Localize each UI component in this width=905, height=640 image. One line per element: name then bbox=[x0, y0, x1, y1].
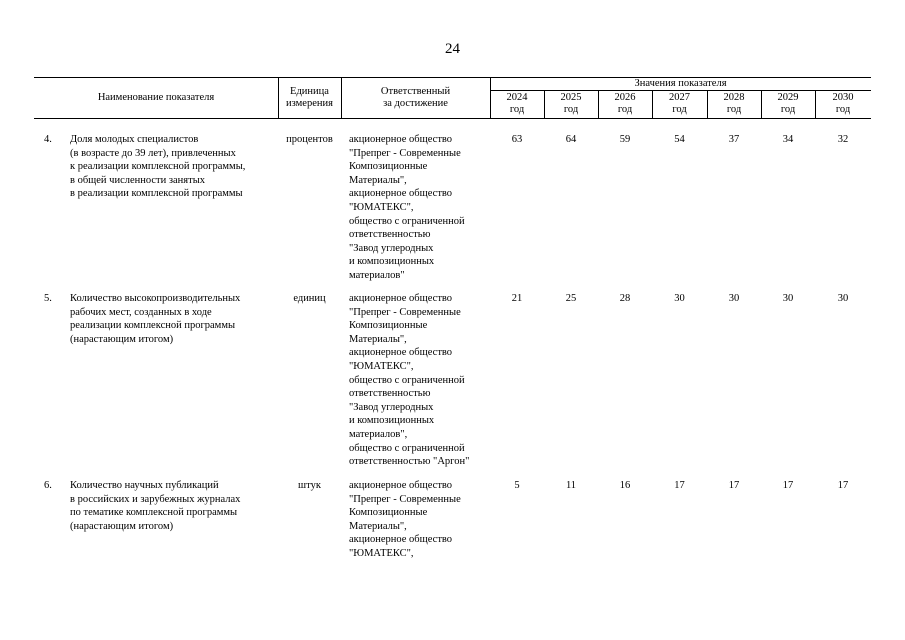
unit: единиц bbox=[293, 293, 326, 304]
unit: штук bbox=[298, 480, 321, 491]
responsible: акционерное общество "Препрег - Современные Композиционные Материалы", акционерное общество "ЮМАТЕКС", общество с ограниченной ответственностью "Завод углеродных и композиционных материалов", общество с ограниченной ответственностью "Аргон" bbox=[349, 293, 470, 468]
value-2024: 5 bbox=[514, 480, 520, 491]
value-2025: 64 bbox=[565, 134, 577, 145]
header-responsible-line: за достижение bbox=[383, 98, 448, 109]
value-2028: 30 bbox=[728, 293, 740, 304]
value-2027: 17 bbox=[674, 480, 685, 491]
value-2029: 17 bbox=[782, 480, 794, 491]
page-number: 24 bbox=[445, 41, 460, 57]
header-responsible bbox=[341, 86, 490, 110]
header-values-title: Значения показателя bbox=[634, 78, 727, 89]
unit: процентов bbox=[286, 134, 333, 145]
value-2030: 32 bbox=[837, 134, 849, 145]
year-header-2029: 2029 год bbox=[777, 92, 799, 115]
value-2028: 17 bbox=[728, 480, 740, 491]
value-2026: 59 bbox=[619, 134, 631, 145]
header-unit-line: Единица bbox=[290, 86, 329, 97]
row-number: 4. bbox=[44, 134, 52, 145]
indicator-name: Количество высокопроизводительных рабочих мест, созданных в ходе реализации комплексной программы (нарастающим итогом) bbox=[70, 293, 241, 345]
value-2028: 37 bbox=[728, 134, 740, 145]
year-header-2025: 2025 год bbox=[560, 92, 582, 115]
year-header-2030: 2030 год bbox=[832, 92, 854, 115]
value-2025: 25 bbox=[565, 293, 577, 304]
value-2030: 17 bbox=[837, 480, 849, 491]
responsible: акционерное общество "Препрег - Современные Композиционные Материалы", акционерное общество "ЮМАТЕКС", общество с ограниченной ответственностью "Завод углеродных и композиционных материалов" bbox=[349, 134, 465, 281]
value-2026: 16 bbox=[619, 480, 631, 491]
header-unit-line: измерения bbox=[286, 98, 333, 109]
value-2027: 30 bbox=[674, 293, 685, 304]
value-2024: 63 bbox=[511, 134, 523, 145]
year-header-2028: 2028 год bbox=[723, 92, 745, 115]
responsible: акционерное общество "Препрег - Современные Композиционные Материалы", акционерное общество "ЮМАТЕКС", bbox=[349, 480, 461, 559]
header-bottom-rule bbox=[34, 118, 871, 119]
value-2027: 54 bbox=[674, 134, 685, 145]
values-header-rule bbox=[490, 90, 871, 91]
value-2030: 30 bbox=[837, 293, 849, 304]
year-header-2026: 2026 год bbox=[614, 92, 636, 115]
indicator-name: Количество научных публикаций в российских и зарубежных журналах по тематике комплексной программы (нарастающим итогом) bbox=[70, 480, 241, 532]
row-number: 6. bbox=[44, 480, 52, 491]
header-indicator-name: Наименование показателя bbox=[97, 92, 215, 103]
value-2026: 28 bbox=[619, 293, 631, 304]
value-2029: 34 bbox=[782, 134, 794, 145]
year-header-2027: 2027 год bbox=[669, 92, 690, 115]
value-2025: 11 bbox=[565, 480, 577, 491]
indicator-name: Доля молодых специалистов (в возрасте до 39 лет), привлеченных к реализации комплексной программы, в общей численности занятых в реализации комплексной программы bbox=[70, 134, 246, 200]
row-number: 5. bbox=[44, 293, 52, 304]
value-2024: 21 bbox=[511, 293, 523, 304]
year-header-2024: 2024 год bbox=[506, 92, 528, 115]
header-unit bbox=[278, 86, 341, 110]
header-responsible-line: Ответственный bbox=[380, 86, 451, 97]
value-2029: 30 bbox=[782, 293, 794, 304]
